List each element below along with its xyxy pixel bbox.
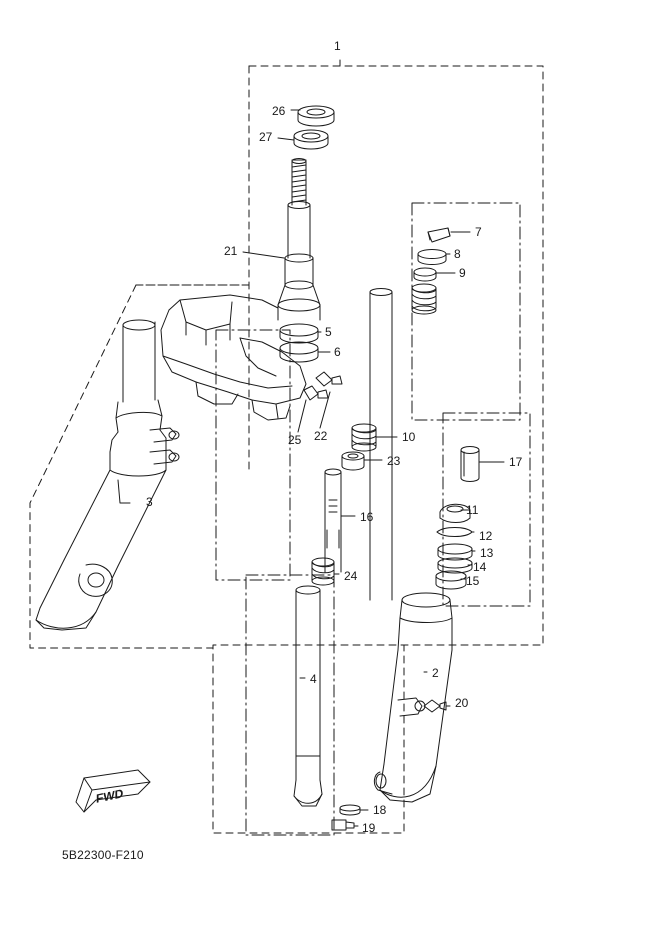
part-21-steering-stem [278, 159, 320, 321]
callout-17: 17 [509, 455, 523, 469]
part-20-bolt [424, 700, 446, 712]
callout-10: 10 [402, 430, 416, 444]
part-8-washer [418, 250, 446, 265]
callout-18: 18 [373, 803, 387, 817]
callout-5: 5 [325, 325, 332, 339]
callout-23: 23 [387, 454, 401, 468]
leader-21 [243, 252, 284, 258]
part-6-race [280, 342, 318, 362]
part-5-race [280, 324, 318, 343]
part-15-ring [436, 571, 466, 589]
callout-1: 1 [334, 39, 341, 53]
part-12-washer [437, 528, 472, 537]
part-spring-upper [412, 284, 436, 314]
part-27-ring [294, 130, 328, 149]
callout-25: 25 [288, 433, 302, 447]
part-22-bolt [316, 372, 342, 386]
callout-27: 27 [259, 130, 273, 144]
group-boundary-2 [412, 203, 520, 420]
callout-3: 3 [146, 495, 153, 509]
callout-26: 26 [272, 104, 286, 118]
callout-7: 7 [475, 225, 482, 239]
callout-20: 20 [455, 696, 469, 710]
part-18-washer [340, 805, 360, 815]
group-boundary-inner-tube [216, 330, 290, 580]
part-4-outer-tube [294, 586, 322, 806]
part-2-right-slider [374, 593, 452, 802]
part-9-ring [414, 268, 436, 281]
callout-11: 11 [466, 503, 479, 517]
part-7-clip [428, 228, 450, 242]
callout-14: 14 [473, 560, 487, 574]
callout-24: 24 [344, 569, 358, 583]
part-19-bolt [332, 820, 354, 830]
part-17-bushing [461, 447, 479, 482]
part-26-ring [298, 106, 334, 126]
leader-25 [298, 400, 306, 432]
callout-22: 22 [314, 429, 328, 443]
part-24-spring [312, 558, 334, 585]
callout-8: 8 [454, 247, 461, 261]
group-boundary-1 [213, 66, 543, 833]
callout-21: 21 [224, 244, 238, 258]
callout-12: 12 [479, 529, 493, 543]
callout-2: 2 [432, 666, 439, 680]
diagram-part-code: 5B22300-F210 [62, 848, 144, 862]
callout-16: 16 [360, 510, 374, 524]
part-25-bolt [304, 386, 328, 400]
part-under-bracket [161, 295, 306, 420]
fwd-direction-label: FWD [96, 786, 124, 806]
group-boundary-17 [443, 413, 530, 606]
part-10-spring [352, 424, 376, 451]
leader-22 [320, 392, 330, 428]
callout-9: 9 [459, 266, 466, 280]
leader-3 [118, 480, 130, 503]
callout-19: 19 [362, 821, 376, 835]
part-23-seal [342, 452, 364, 470]
part-16-damper-rod [325, 469, 341, 572]
callout-13: 13 [480, 546, 494, 560]
callout-6: 6 [334, 345, 341, 359]
leader-27 [278, 138, 294, 140]
part-3-left-fork [36, 320, 179, 630]
callout-4: 4 [310, 672, 317, 686]
callout-15: 15 [466, 574, 480, 588]
